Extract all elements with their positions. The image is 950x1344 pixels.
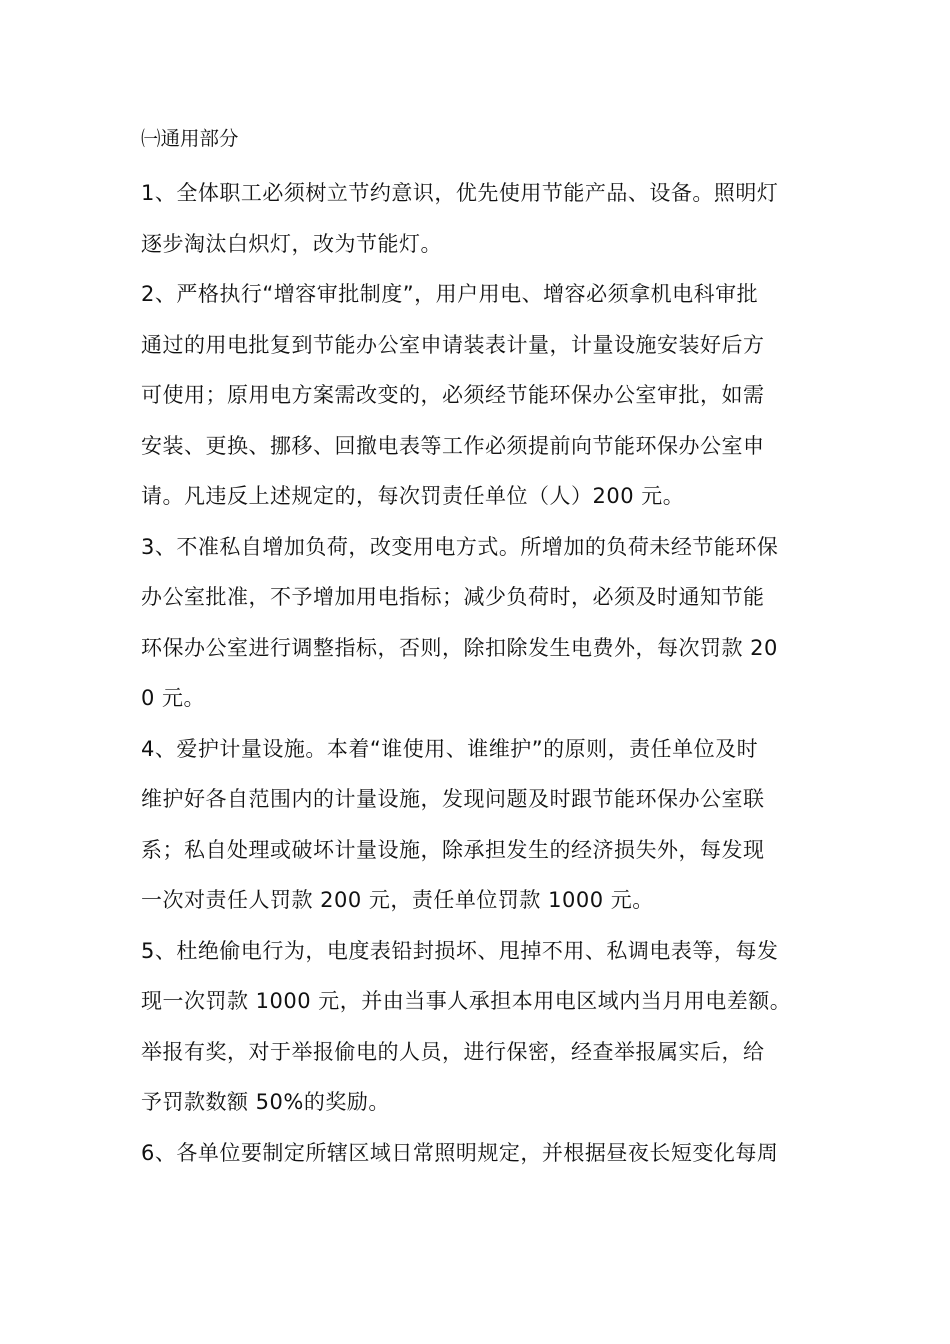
text-line: 系；私自处理或破坏计量设施，除承担发生的经济损失外，每发现 <box>141 837 765 862</box>
text-line: 5、杜绝偷电行为，电度表铅封损坏、甩掉不用、私调电表等，每发 <box>141 938 779 963</box>
section-heading: ㈠通用部分 <box>141 127 239 150</box>
text-line: 0 元。 <box>141 686 206 710</box>
text-line: 予罚款数额 50%的奖励。 <box>141 1090 390 1114</box>
text-line: 逐步淘汰白炽灯，改为节能灯。 <box>141 231 442 256</box>
text-line: 1、全体职工必须树立节约意识，优先使用节能产品、设备。照明灯 <box>141 181 779 205</box>
body-text <box>141 168 821 1178</box>
text-line: 6、各单位要制定所辖区域日常照明规定，并根据昼夜长短变化每周 <box>141 1140 779 1165</box>
text-line: 维护好各自范围内的计量设施，发现问题及时跟节能环保办公室联 <box>141 787 765 811</box>
text-line: 安装、更换、挪移、回撤电表等工作必须提前向节能环保办公室申 <box>141 433 765 458</box>
text-line: 举报有奖，对于举报偷电的人员，进行保密，经查举报属实后，给 <box>141 1039 765 1064</box>
text-line: 现一次罚款 1000 元，并由当事人承担本用电区域内当月用电差额。 <box>141 989 792 1013</box>
text-line: 环保办公室进行调整指标，否则，除扣除发生电费外，每次罚款 20 <box>141 635 778 660</box>
text-line: 办公室批准，不予增加用电指标；减少负荷时，必须及时通知节能 <box>141 585 765 609</box>
text-line: 可使用；原用电方案需改变的，必须经节能环保办公室审批，如需 <box>141 383 765 407</box>
text-line: 3、不准私自增加负荷，改变用电方式。所增加的负荷未经节能环保 <box>141 534 779 559</box>
text-line: 一次对责任人罚款 200 元，责任单位罚款 1000 元。 <box>141 888 654 912</box>
text-line: 请。凡违反上述规定的，每次罚责任单位（人）200 元。 <box>141 484 685 508</box>
text-line: 通过的用电批复到节能办公室申请装表计量，计量设施安装好后方 <box>141 332 765 357</box>
text-line: 2、严格执行“增容审批制度”，用户用电、增容必须拿机电科审批 <box>141 282 759 306</box>
text-line: 4、爱护计量设施。本着“谁使用、谁维护”的原则，责任单位及时 <box>141 736 759 761</box>
